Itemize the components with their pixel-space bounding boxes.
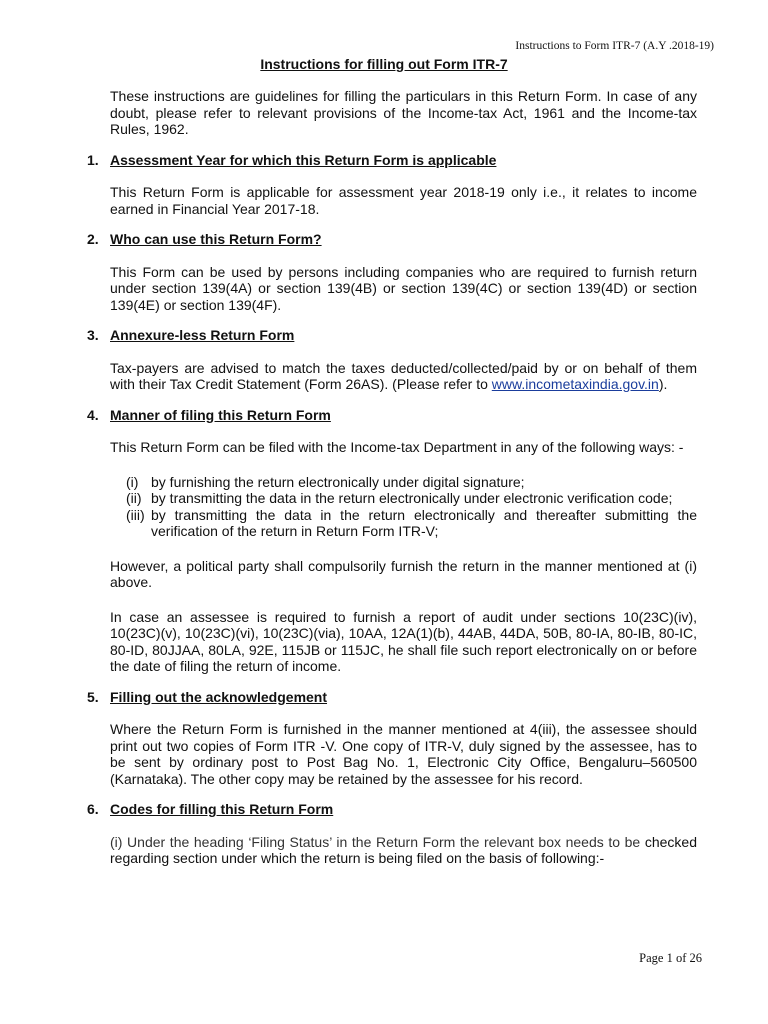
document-body	[87, 88, 697, 867]
page-number: Page 1 of 26	[639, 951, 702, 965]
intro-paragraph: These instructions are guidelines for filling the particulars in this Return Form. In case of any doubt, please refer to relevant provisions of the Income-tax Act, 1961 and the Income-tax Rules, 1962.	[110, 88, 697, 137]
filing-methods-list	[126, 474, 697, 540]
section-heading-6: 6. Codes for filling this Return Form	[87, 801, 334, 817]
list-item: (ii) by transmitting the data in the return electronically under electronic verification code;	[126, 490, 673, 506]
section-heading-2: 2. Who can use this Return Form?	[87, 231, 322, 247]
section-4-political-party-note: However, a political party shall compulsorily furnish the return in the manner mentioned at (i) above.	[110, 557, 697, 590]
section-3-body: Tax-payers are advised to match the taxes deducted/collected/paid by or on behalf of them with their Tax Credit Statement (Form 26AS). (Please refer to www.incometaxindia.gov.in).	[110, 359, 697, 392]
section-4-body: This Return Form can be filed with the Income-tax Department in any of the following ways: -	[110, 439, 684, 455]
section-1-body: This Return Form is applicable for assessment year 2018-19 only i.e., it relates to income earned in Financial Year 2017-18.	[110, 184, 697, 217]
section-heading-4: 4. Manner of filing this Return Form	[87, 406, 331, 423]
section-heading-3: 3. Annexure-less Return Form	[87, 327, 295, 343]
section-6-body: (i) Under the heading ‘Filing Status’ in the Return Form the relevant box needs to be checked regarding section under which the return is being filed on the basis of following:-	[110, 833, 697, 866]
section-5-body: Where the Return Form is furnished in the manner mentioned at 4(iii), the assessee should print out two copies of Form ITR -V. One copy of ITR-V, duly signed by the assessee, has to be sent by ordinary post to Post Bag No. 1, Electronic City Office, Bengaluru–560500 (Karnataka). The other copy may be retained by the assessee for his record.	[110, 721, 697, 787]
section-heading-5: 5. Filling out the acknowledgement	[87, 688, 328, 705]
running-header: Instructions to Form ITR-7 (A.Y .2018-19)	[515, 40, 714, 52]
section-heading-1: 1. Assessment Year for which this Return Form is applicable	[87, 151, 497, 168]
list-item: (iii) by transmitting the data in the return electronically and thereafter submitting the verification of the return in Return Form ITR-V;	[126, 506, 697, 539]
list-item: (i) by furnishing the return electronically under digital signature;	[126, 473, 525, 490]
section-2-body: This Form can be used by persons including companies who are required to furnish return under section 139(4A) or section 139(4B) or section 139(4C) or section 139(4D) or section 139(4E) or section 139(4F).	[110, 263, 697, 313]
section-4-audit-report-note: In case an assessee is required to furnish a report of audit under sections 10(23C)(iv), 10(23C)(v), 10(23C)(vi), 10(23C)(via), 10AA, 12A(1)(b), 44AB, 44DA, 50B, 80-IA, 80-IB, 80-IC, 80-ID, 80JJAA, 80LA, 92E, 115JB or 115JC, he shall file such report electronically on or before the date of filing the return of income.	[110, 608, 697, 674]
document-title: Instructions for filling out Form ITR-7	[260, 56, 508, 72]
incometax-website-link[interactable]: www.incometaxindia.gov.in	[491, 376, 659, 392]
